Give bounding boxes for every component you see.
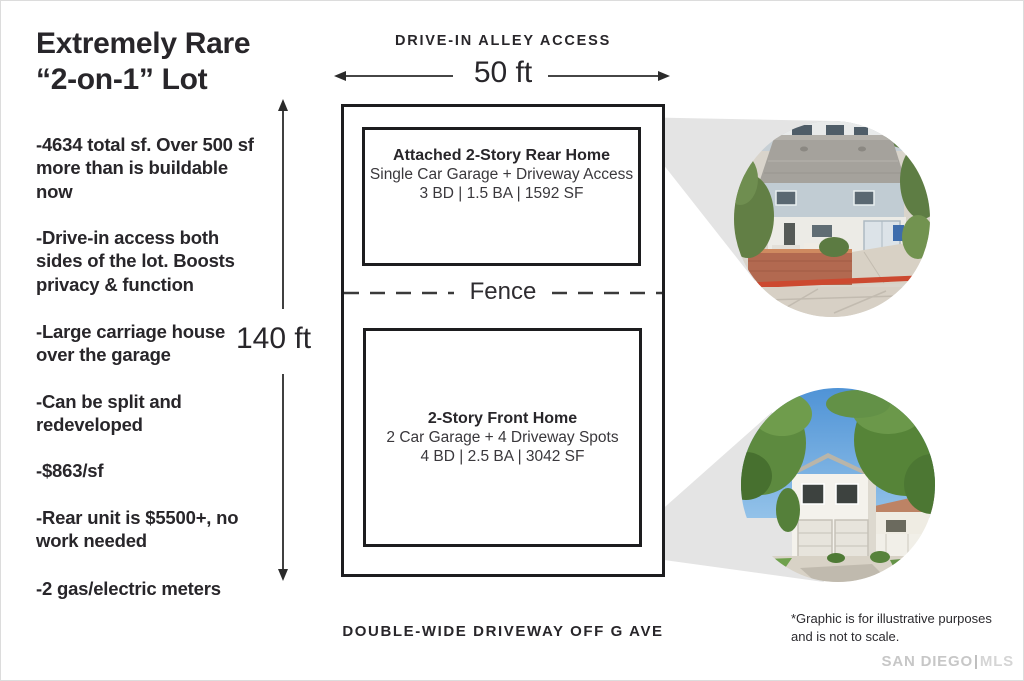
- page-title-line2: “2-on-1” Lot: [36, 63, 208, 96]
- scale-disclaimer-line1: *Graphic is for illustrative purposes: [791, 611, 992, 626]
- fence-label: Fence: [454, 278, 553, 306]
- scale-disclaimer-line2: and is not to scale.: [791, 629, 900, 644]
- front-home-name: 2-Story Front Home: [427, 410, 578, 427]
- bullet-split: -Can be split and redeveloped: [36, 391, 182, 436]
- bullet-total-sf: -4634 total sf. Over 500 sf more than is buildable now: [36, 134, 254, 202]
- driveway-label: DOUBLE-WIDE DRIVEWAY OFF G AVE: [342, 623, 664, 640]
- height-dimension-label: 140 ft: [236, 322, 312, 355]
- logo-name: SAN DIEGO: [881, 653, 973, 670]
- alley-access-label: DRIVE-IN ALLEY ACCESS: [394, 33, 612, 49]
- rear-home-box: [362, 127, 641, 266]
- logo-divider: |: [973, 653, 979, 670]
- bullet-drive-in: -Drive-in access both sides of the lot. Boosts privacy & function: [36, 227, 235, 295]
- front-home-features: 2 Car Garage + 4 Driveway Spots: [386, 429, 619, 446]
- rear-home-features: Single Car Garage + Driveway Access: [369, 166, 634, 183]
- bullet-carriage-house: -Large carriage house over the garage: [36, 321, 226, 366]
- width-dimension-label: 50 ft: [473, 56, 533, 89]
- logo-suffix: MLS: [979, 653, 1014, 670]
- rear-home-specs: 3 BD | 1.5 BA | 1592 SF: [419, 185, 584, 202]
- bullet-rear-unit: -Rear unit is $5500+, no work needed: [36, 507, 239, 552]
- page-title-line1: Extremely Rare: [36, 27, 251, 60]
- front-home-photo: [740, 388, 936, 584]
- rear-home-name: Attached 2-Story Rear Home: [393, 147, 610, 164]
- bullet-price-sf: -$863/sf: [36, 460, 104, 481]
- fence-label-row: [341, 278, 665, 308]
- rear-home-photo: [734, 121, 930, 317]
- front-home-specs: 4 BD | 2.5 BA | 3042 SF: [420, 448, 585, 465]
- bullet-meters: -2 gas/electric meters: [36, 578, 221, 599]
- front-home-box: [363, 328, 642, 547]
